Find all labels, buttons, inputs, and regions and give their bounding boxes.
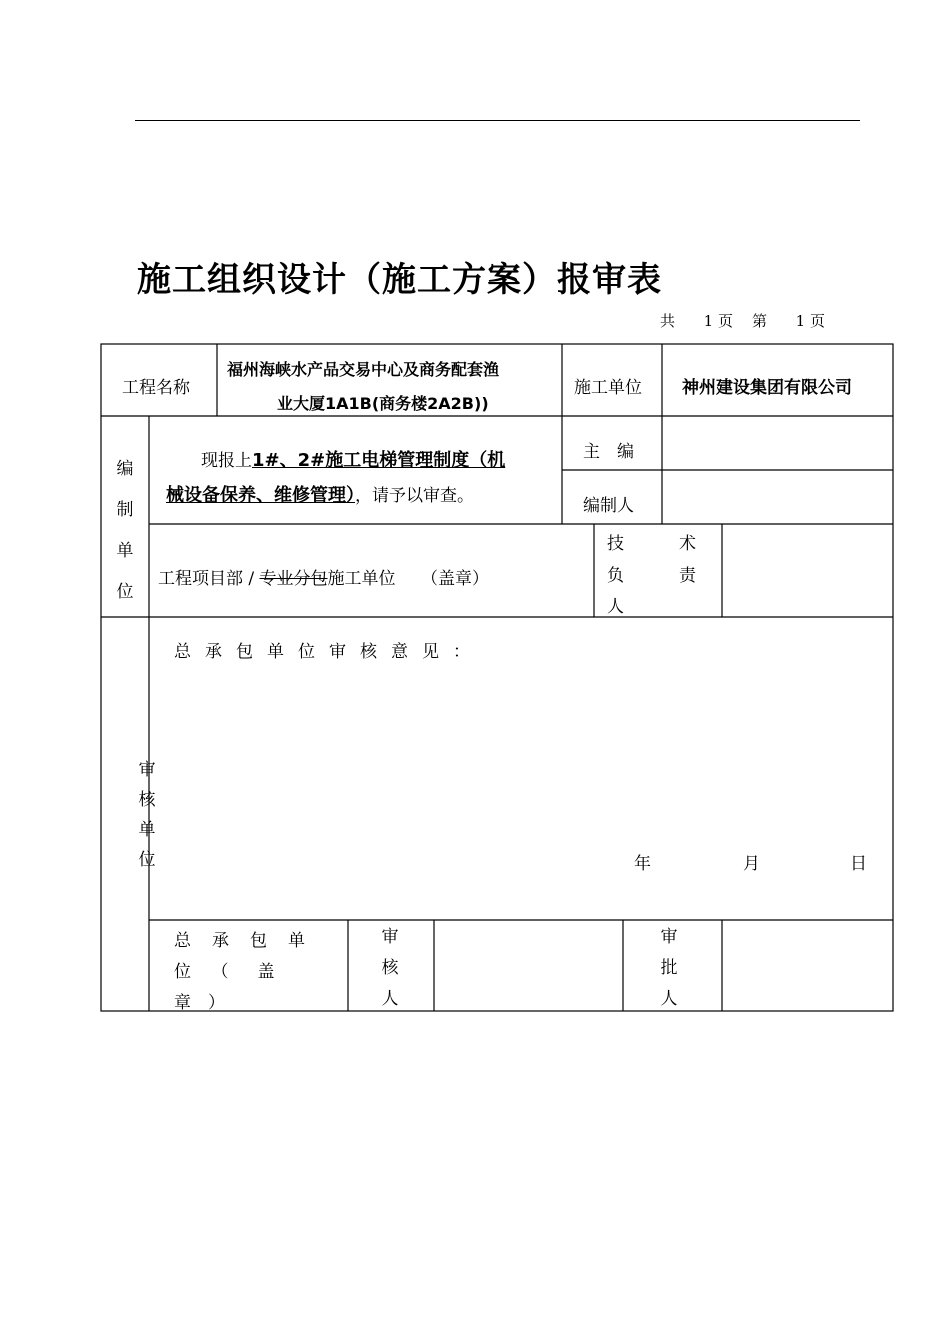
review-unit-char: 位 (138, 850, 156, 870)
page-word: 页 (717, 312, 733, 330)
editor-label: 编制人 (583, 496, 634, 516)
review-opinion-label: 总承包单位审核意见： (174, 642, 484, 662)
approver-label (659, 922, 679, 1015)
page-word-2: 页 (810, 312, 826, 330)
prepare-unit-char: 编 (116, 459, 134, 479)
dept-line (158, 564, 489, 589)
date-month: 月 (743, 854, 760, 874)
report-line1 (201, 446, 505, 472)
project-name-line1: 福州海峡水产品交易中心及商务配套渔 (227, 360, 500, 379)
date-year: 年 (634, 854, 651, 874)
approver-char: 批 (660, 958, 678, 978)
tech-lead-char: 术 (679, 534, 696, 554)
page-title: 施工组织设计（施工方案）报审表 (137, 260, 662, 300)
tech-lead-char: 责 (679, 566, 696, 586)
review-unit-label (137, 755, 157, 875)
page-total: 1 (703, 312, 714, 330)
prepare-unit-char: 单 (116, 541, 134, 561)
review-unit-char: 单 (138, 820, 156, 840)
prepare-unit-label (115, 454, 135, 608)
stamp-line3: 章 ） (174, 993, 225, 1013)
stamp-line1: 总 承 包 单 (174, 931, 307, 951)
page-current: 1 (795, 312, 806, 330)
date-day: 日 (850, 854, 867, 874)
dept-prefix: 工程项目部 / (158, 569, 260, 589)
prepare-unit-char: 位 (116, 582, 134, 602)
reviewer-label (380, 922, 400, 1015)
dept-suffix: 施工单位 （盖章） (327, 569, 490, 589)
contractor-value: 神州建设集团有限公司 (682, 378, 852, 398)
project-name-line2: 业大厦1A1B(商务楼2A2B)) (277, 394, 489, 413)
page-current-label: 第 (752, 312, 768, 330)
report-prefix: 现报上 (201, 451, 252, 471)
report-subject-line2: 械设备保养、维修管理） (166, 485, 355, 506)
chief-editor-label: 主 编 (583, 442, 634, 462)
report-line2 (166, 481, 474, 507)
approver-char: 审 (660, 927, 678, 947)
tech-lead-char: 负 (607, 566, 624, 586)
review-unit-char: 核 (138, 790, 156, 810)
tech-lead-char: 人 (607, 597, 624, 617)
report-suffix: ，请予以审查。 (355, 486, 474, 506)
reviewer-char: 人 (381, 989, 399, 1009)
page-total-label: 共 (660, 312, 676, 330)
contractor-label: 施工单位 (574, 378, 642, 398)
prepare-unit-char: 制 (116, 500, 134, 520)
stamp-line2: 位 （ 盖 (174, 962, 281, 982)
report-subject-line1: 1#、2#施工电梯管理制度（机 (252, 450, 506, 471)
reviewer-char: 核 (381, 958, 399, 978)
reviewer-char: 审 (381, 927, 399, 947)
dept-struck: 专业分包 (259, 569, 328, 589)
approver-char: 人 (660, 989, 678, 1009)
project-name-label: 工程名称 (122, 378, 190, 398)
review-unit-char: 审 (138, 760, 156, 780)
tech-lead-char: 技 (607, 534, 624, 554)
